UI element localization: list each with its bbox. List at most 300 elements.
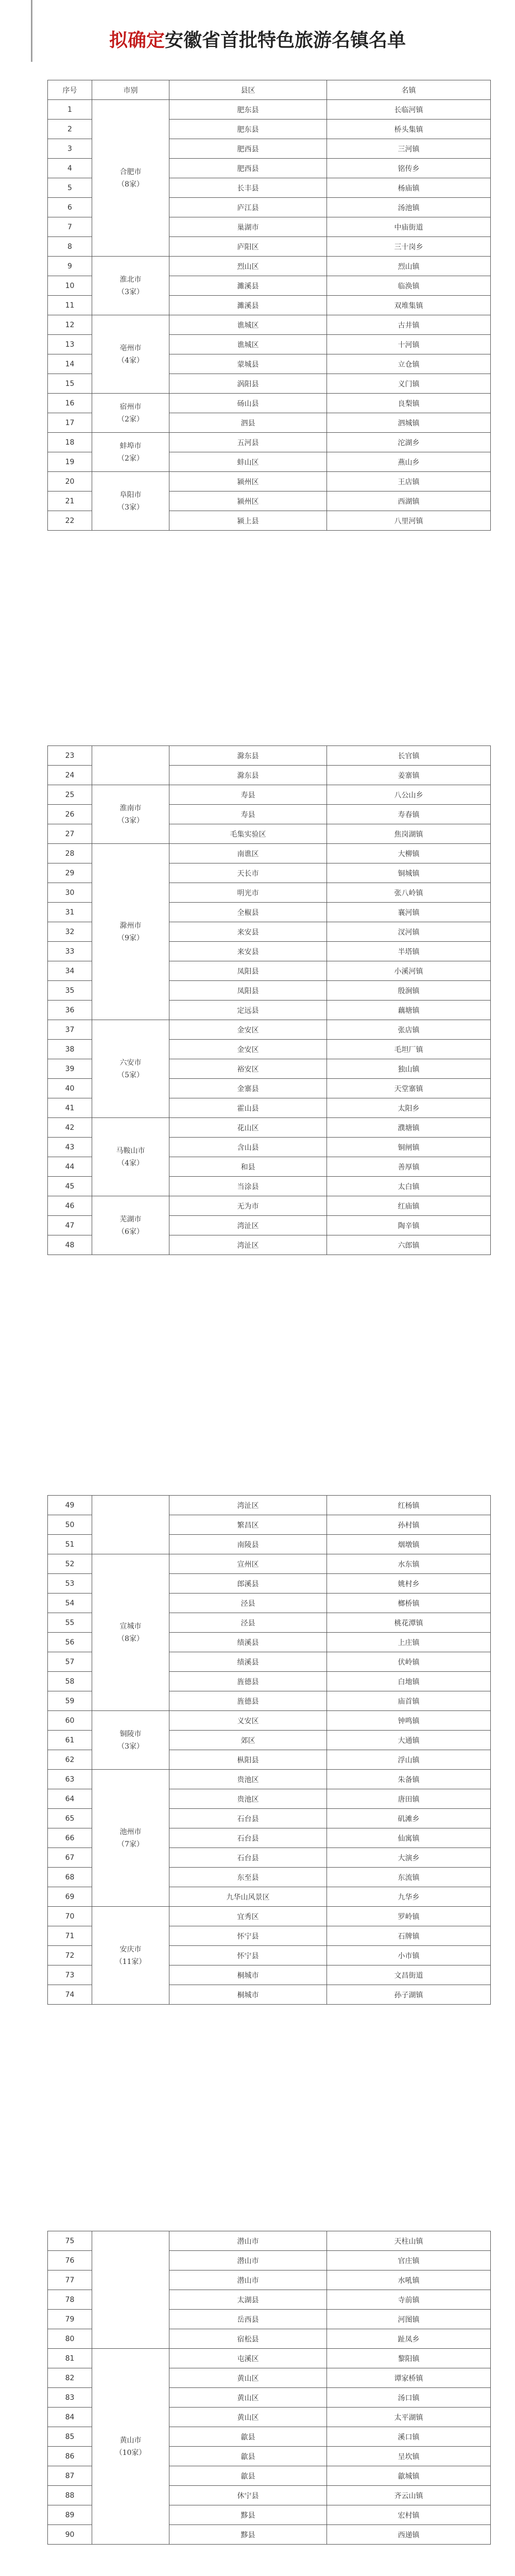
county-cell: 裕安区 xyxy=(169,1059,327,1079)
county-cell: 宜秀区 xyxy=(169,1907,327,1926)
town-cell: 官庄镇 xyxy=(327,2251,491,2270)
city-name: 宿州市 xyxy=(119,402,142,411)
town-cell: 铭传乡 xyxy=(327,159,491,178)
row-number: 69 xyxy=(48,1887,92,1907)
table-row xyxy=(48,2231,491,2251)
town-table-part-4 xyxy=(47,2231,491,2545)
row-number: 84 xyxy=(48,2408,92,2427)
row-number: 42 xyxy=(48,1118,92,1138)
town-cell: 殷涧镇 xyxy=(327,981,491,1001)
row-number: 57 xyxy=(48,1652,92,1672)
county-cell: 肥西县 xyxy=(169,159,327,178)
county-cell: 霍山县 xyxy=(169,1098,327,1118)
city-count: （5家） xyxy=(117,1071,144,1079)
row-number: 18 xyxy=(48,433,92,452)
town-cell: 矶滩乡 xyxy=(327,1809,491,1828)
city-name: 铜陵市 xyxy=(119,1730,142,1738)
town-cell: 铜闸镇 xyxy=(327,1138,491,1157)
table-row xyxy=(48,472,491,492)
row-number: 50 xyxy=(48,1515,92,1535)
row-number: 88 xyxy=(48,2486,92,2505)
county-cell: 旌德县 xyxy=(169,1672,327,1691)
town-cell: 西湖镇 xyxy=(327,492,491,511)
county-cell: 潜山市 xyxy=(169,2251,327,2270)
town-cell: 孙子湖镇 xyxy=(327,1985,491,2005)
row-number: 82 xyxy=(48,2368,92,2388)
row-number: 53 xyxy=(48,1574,92,1594)
row-number: 26 xyxy=(48,805,92,824)
town-cell: 大演乡 xyxy=(327,1848,491,1868)
row-number: 25 xyxy=(48,785,92,805)
table-row xyxy=(48,315,491,335)
row-number: 61 xyxy=(48,1731,92,1750)
town-cell: 六郎镇 xyxy=(327,1235,491,1255)
row-number: 72 xyxy=(48,1946,92,1965)
town-cell: 张店镇 xyxy=(327,1020,491,1040)
city-count: （4家） xyxy=(117,1159,144,1167)
title-main: 安徽省首批特色旅游名镇名单 xyxy=(165,29,406,51)
table-row xyxy=(48,1554,491,1574)
town-cell: 义门镇 xyxy=(327,374,491,394)
row-number: 8 xyxy=(48,237,92,257)
town-cell: 仙寓镇 xyxy=(327,1828,491,1848)
county-cell: 凤阳县 xyxy=(169,961,327,981)
city-cell xyxy=(92,1554,169,1711)
county-cell: 岳西县 xyxy=(169,2310,327,2329)
row-number: 76 xyxy=(48,2251,92,2270)
row-number: 43 xyxy=(48,1138,92,1157)
town-cell: 三河镇 xyxy=(327,139,491,159)
row-number: 29 xyxy=(48,863,92,883)
county-cell: 来安县 xyxy=(169,942,327,961)
city-count: （2家） xyxy=(117,454,144,463)
row-number: 28 xyxy=(48,844,92,863)
town-cell: 太白镇 xyxy=(327,1177,491,1196)
city-cell xyxy=(92,100,169,257)
county-cell: 砀山县 xyxy=(169,394,327,413)
city-count: （3家） xyxy=(117,503,144,512)
table-row xyxy=(48,100,491,120)
county-cell: 庐江县 xyxy=(169,198,327,217)
row-number: 20 xyxy=(48,472,92,492)
county-cell: 石台县 xyxy=(169,1828,327,1848)
row-number: 31 xyxy=(48,903,92,922)
county-cell: 南陵县 xyxy=(169,1535,327,1554)
city-cell xyxy=(92,1118,169,1196)
county-cell: 绩溪县 xyxy=(169,1652,327,1672)
row-number: 52 xyxy=(48,1554,92,1574)
title-highlight: 拟确定 xyxy=(109,29,165,51)
table-row xyxy=(48,1496,491,1515)
city-count: （11家） xyxy=(115,1957,146,1966)
table-row xyxy=(48,785,491,805)
town-cell: 水东镇 xyxy=(327,1554,491,1574)
town-cell: 谭家桥镇 xyxy=(327,2368,491,2388)
header-county: 县区 xyxy=(169,80,327,100)
row-number: 64 xyxy=(48,1789,92,1809)
city-cell xyxy=(92,1907,169,2005)
town-cell: 朱备镇 xyxy=(327,1770,491,1789)
town-cell: 焦岗湖镇 xyxy=(327,824,491,844)
county-cell: 石台县 xyxy=(169,1809,327,1828)
city-cell xyxy=(92,2231,169,2349)
town-cell: 大通镇 xyxy=(327,1731,491,1750)
row-number: 33 xyxy=(48,942,92,961)
county-cell: 金安区 xyxy=(169,1020,327,1040)
town-cell: 伏岭镇 xyxy=(327,1652,491,1672)
town-cell: 溪口镇 xyxy=(327,2427,491,2447)
table-row xyxy=(48,1020,491,1040)
city-cell xyxy=(92,746,169,785)
city-cell xyxy=(92,1020,169,1118)
town-cell: 东流镇 xyxy=(327,1868,491,1887)
city-count: （4家） xyxy=(117,356,144,365)
county-cell: 濉溪县 xyxy=(169,296,327,315)
row-number: 7 xyxy=(48,217,92,237)
county-cell: 颍上县 xyxy=(169,511,327,531)
county-cell: 颍州区 xyxy=(169,472,327,492)
town-cell: 太阳乡 xyxy=(327,1098,491,1118)
county-cell: 休宁县 xyxy=(169,2486,327,2505)
county-cell: 绩溪县 xyxy=(169,1633,327,1652)
row-number: 4 xyxy=(48,159,92,178)
town-cell: 中庙街道 xyxy=(327,217,491,237)
row-number: 34 xyxy=(48,961,92,981)
city-cell xyxy=(92,1770,169,1907)
town-cell: 烈山镇 xyxy=(327,257,491,276)
town-cell: 八公山乡 xyxy=(327,785,491,805)
city-name: 马鞍山市 xyxy=(116,1146,145,1155)
header-no: 序号 xyxy=(48,80,92,100)
town-cell: 烟墩镇 xyxy=(327,1535,491,1554)
page-title xyxy=(0,25,515,56)
row-number: 54 xyxy=(48,1594,92,1613)
row-number: 48 xyxy=(48,1235,92,1255)
town-cell: 唐田镇 xyxy=(327,1789,491,1809)
town-cell: 石牌镇 xyxy=(327,1926,491,1946)
county-cell: 肥东县 xyxy=(169,100,327,120)
county-cell: 五河县 xyxy=(169,433,327,452)
row-number: 21 xyxy=(48,492,92,511)
county-cell: 烈山区 xyxy=(169,257,327,276)
city-cell xyxy=(92,472,169,531)
city-cell xyxy=(92,785,169,844)
town-cell: 九华乡 xyxy=(327,1887,491,1907)
town-cell: 天柱山镇 xyxy=(327,2231,491,2251)
row-number: 40 xyxy=(48,1079,92,1098)
county-cell: 肥东县 xyxy=(169,120,327,139)
row-number: 14 xyxy=(48,354,92,374)
city-cell xyxy=(92,2349,169,2545)
county-cell: 潜山市 xyxy=(169,2270,327,2290)
county-cell: 凤阳县 xyxy=(169,981,327,1001)
row-number: 32 xyxy=(48,922,92,942)
county-cell: 巢湖市 xyxy=(169,217,327,237)
county-cell: 太湖县 xyxy=(169,2290,327,2310)
table-row xyxy=(48,844,491,863)
town-cell: 罗岭镇 xyxy=(327,1907,491,1926)
town-cell: 姜寨镇 xyxy=(327,766,491,785)
row-number: 19 xyxy=(48,452,92,472)
row-number: 13 xyxy=(48,335,92,354)
county-cell: 贵池区 xyxy=(169,1770,327,1789)
row-number: 17 xyxy=(48,413,92,433)
town-cell: 立仓镇 xyxy=(327,354,491,374)
county-cell: 枞阳县 xyxy=(169,1750,327,1770)
row-number: 1 xyxy=(48,100,92,120)
county-cell: 旌德县 xyxy=(169,1691,327,1711)
county-cell: 庐阳区 xyxy=(169,237,327,257)
county-cell: 濉溪县 xyxy=(169,276,327,296)
city-count: （8家） xyxy=(117,1634,144,1643)
row-number: 89 xyxy=(48,2505,92,2525)
county-cell: 繁昌区 xyxy=(169,1515,327,1535)
county-cell: 屯溪区 xyxy=(169,2349,327,2368)
row-number: 70 xyxy=(48,1907,92,1926)
county-cell: 东至县 xyxy=(169,1868,327,1887)
city-name: 池州市 xyxy=(119,1827,142,1836)
table-row xyxy=(48,1196,491,1216)
county-cell: 含山县 xyxy=(169,1138,327,1157)
row-number: 83 xyxy=(48,2388,92,2408)
row-number: 16 xyxy=(48,394,92,413)
town-cell: 藕塘镇 xyxy=(327,1001,491,1020)
row-number: 60 xyxy=(48,1711,92,1731)
county-cell: 花山区 xyxy=(169,1118,327,1138)
town-cell: 濮塘镇 xyxy=(327,1118,491,1138)
town-cell: 燕山乡 xyxy=(327,452,491,472)
county-cell: 谯城区 xyxy=(169,335,327,354)
table-row xyxy=(48,2349,491,2368)
town-table-part-3 xyxy=(47,1495,491,2005)
town-cell: 天堂寨镇 xyxy=(327,1079,491,1098)
row-number: 27 xyxy=(48,824,92,844)
town-cell: 毛坦厂镇 xyxy=(327,1040,491,1059)
county-cell: 郎溪县 xyxy=(169,1574,327,1594)
table-row xyxy=(48,1711,491,1731)
row-number: 78 xyxy=(48,2290,92,2310)
town-cell: 桃花潭镇 xyxy=(327,1613,491,1633)
town-cell: 良梨镇 xyxy=(327,394,491,413)
city-count: （2家） xyxy=(117,415,144,423)
row-number: 3 xyxy=(48,139,92,159)
city-cell xyxy=(92,394,169,433)
county-cell: 湾沚区 xyxy=(169,1216,327,1235)
town-cell: 三十岗乡 xyxy=(327,237,491,257)
row-number: 58 xyxy=(48,1672,92,1691)
town-cell: 姚村乡 xyxy=(327,1574,491,1594)
row-number: 39 xyxy=(48,1059,92,1079)
row-number: 2 xyxy=(48,120,92,139)
town-cell: 十河镇 xyxy=(327,335,491,354)
town-cell: 浮山镇 xyxy=(327,1750,491,1770)
county-cell: 颍州区 xyxy=(169,492,327,511)
row-number: 5 xyxy=(48,178,92,198)
town-cell: 善厚镇 xyxy=(327,1157,491,1177)
town-cell: 齐云山镇 xyxy=(327,2486,491,2505)
row-number: 47 xyxy=(48,1216,92,1235)
town-table-part-2 xyxy=(47,745,491,1255)
county-cell: 歙县 xyxy=(169,2427,327,2447)
county-cell: 黟县 xyxy=(169,2505,327,2525)
table-row xyxy=(48,257,491,276)
town-cell: 西递镇 xyxy=(327,2525,491,2545)
row-number: 71 xyxy=(48,1926,92,1946)
county-cell: 桐城市 xyxy=(169,1985,327,2005)
city-name: 阜阳市 xyxy=(119,490,142,499)
town-cell: 沱湖乡 xyxy=(327,433,491,452)
town-cell: 呈坎镇 xyxy=(327,2447,491,2466)
table-row xyxy=(48,1907,491,1926)
city-cell xyxy=(92,1711,169,1770)
city-name: 宣城市 xyxy=(119,1622,142,1631)
town-cell: 黎阳镇 xyxy=(327,2349,491,2368)
county-cell: 蒙城县 xyxy=(169,354,327,374)
row-number: 49 xyxy=(48,1496,92,1515)
county-cell: 天长市 xyxy=(169,863,327,883)
county-cell: 定远县 xyxy=(169,1001,327,1020)
city-name: 芜湖市 xyxy=(119,1215,142,1224)
row-number: 46 xyxy=(48,1196,92,1216)
row-number: 44 xyxy=(48,1157,92,1177)
city-count: （7家） xyxy=(117,1840,144,1849)
city-count: （3家） xyxy=(117,287,144,296)
county-cell: 桐城市 xyxy=(169,1965,327,1985)
county-cell: 毛集实验区 xyxy=(169,824,327,844)
town-cell: 上庄镇 xyxy=(327,1633,491,1652)
county-cell: 怀宁县 xyxy=(169,1926,327,1946)
table-row xyxy=(48,746,491,766)
row-number: 45 xyxy=(48,1177,92,1196)
county-cell: 南谯区 xyxy=(169,844,327,863)
row-number: 62 xyxy=(48,1750,92,1770)
row-number: 90 xyxy=(48,2525,92,2545)
row-number: 68 xyxy=(48,1868,92,1887)
town-cell: 歙城镇 xyxy=(327,2466,491,2486)
county-cell: 怀宁县 xyxy=(169,1946,327,1965)
town-cell: 长官镇 xyxy=(327,746,491,766)
table-row xyxy=(48,1770,491,1789)
county-cell: 宿松县 xyxy=(169,2329,327,2349)
city-count: （3家） xyxy=(117,1742,144,1751)
county-cell: 歙县 xyxy=(169,2466,327,2486)
county-cell: 歙县 xyxy=(169,2447,327,2466)
row-number: 24 xyxy=(48,766,92,785)
row-number: 63 xyxy=(48,1770,92,1789)
row-number: 59 xyxy=(48,1691,92,1711)
row-number: 35 xyxy=(48,981,92,1001)
city-cell xyxy=(92,315,169,394)
town-cell: 长临河镇 xyxy=(327,100,491,120)
town-cell: 陶辛镇 xyxy=(327,1216,491,1235)
county-cell: 无为市 xyxy=(169,1196,327,1216)
city-cell xyxy=(92,257,169,315)
county-cell: 黟县 xyxy=(169,2525,327,2545)
town-cell: 泗城镇 xyxy=(327,413,491,433)
county-cell: 泾县 xyxy=(169,1613,327,1633)
county-cell: 黄山区 xyxy=(169,2408,327,2427)
row-number: 65 xyxy=(48,1809,92,1828)
row-number: 11 xyxy=(48,296,92,315)
city-count: （8家） xyxy=(117,180,144,189)
table-row xyxy=(48,1118,491,1138)
row-number: 9 xyxy=(48,257,92,276)
town-cell: 庙首镇 xyxy=(327,1691,491,1711)
county-cell: 寿县 xyxy=(169,805,327,824)
county-cell: 宣州区 xyxy=(169,1554,327,1574)
town-cell: 汤池镇 xyxy=(327,198,491,217)
county-cell: 长丰县 xyxy=(169,178,327,198)
city-name: 蚌埠市 xyxy=(119,442,142,450)
town-cell: 独山镇 xyxy=(327,1059,491,1079)
row-number: 51 xyxy=(48,1535,92,1554)
town-cell: 大柳镇 xyxy=(327,844,491,863)
town-cell: 双堆集镇 xyxy=(327,296,491,315)
row-number: 66 xyxy=(48,1828,92,1848)
city-name: 淮南市 xyxy=(119,804,142,812)
table-row xyxy=(48,433,491,452)
city-name: 滁州市 xyxy=(119,921,142,930)
county-cell: 谯城区 xyxy=(169,315,327,335)
town-cell: 临涣镇 xyxy=(327,276,491,296)
row-number: 56 xyxy=(48,1633,92,1652)
row-number: 41 xyxy=(48,1098,92,1118)
row-number: 37 xyxy=(48,1020,92,1040)
county-cell: 泗县 xyxy=(169,413,327,433)
row-number: 75 xyxy=(48,2231,92,2251)
town-cell: 小市镇 xyxy=(327,1946,491,1965)
town-cell: 汤口镇 xyxy=(327,2388,491,2408)
county-cell: 石台县 xyxy=(169,1848,327,1868)
town-table-part-1 xyxy=(47,80,491,531)
town-cell: 张八岭镇 xyxy=(327,883,491,903)
row-number: 10 xyxy=(48,276,92,296)
county-cell: 寿县 xyxy=(169,785,327,805)
town-cell: 八里河镇 xyxy=(327,511,491,531)
town-cell: 古井镇 xyxy=(327,315,491,335)
city-name: 黄山市 xyxy=(119,2436,142,2445)
row-number: 38 xyxy=(48,1040,92,1059)
table-row xyxy=(48,394,491,413)
town-cell: 榔桥镇 xyxy=(327,1594,491,1613)
county-cell: 潜山市 xyxy=(169,2231,327,2251)
city-count: （3家） xyxy=(117,816,144,825)
city-count: （6家） xyxy=(117,1227,144,1236)
county-cell: 全椒县 xyxy=(169,903,327,922)
town-cell: 白地镇 xyxy=(327,1672,491,1691)
county-cell: 黄山区 xyxy=(169,2388,327,2408)
row-number: 73 xyxy=(48,1965,92,1985)
row-number: 55 xyxy=(48,1613,92,1633)
row-number: 12 xyxy=(48,315,92,335)
city-cell xyxy=(92,1196,169,1255)
town-cell: 钟鸣镇 xyxy=(327,1711,491,1731)
table-header-row xyxy=(48,80,491,100)
header-city: 市别 xyxy=(92,80,169,100)
town-cell: 太平湖镇 xyxy=(327,2408,491,2427)
row-number: 36 xyxy=(48,1001,92,1020)
town-cell: 孙村镇 xyxy=(327,1515,491,1535)
row-number: 6 xyxy=(48,198,92,217)
row-number: 74 xyxy=(48,1985,92,2005)
county-cell: 金安区 xyxy=(169,1040,327,1059)
town-cell: 河图镇 xyxy=(327,2310,491,2329)
city-name: 淮北市 xyxy=(119,275,142,284)
town-cell: 半塔镇 xyxy=(327,942,491,961)
town-cell: 寺前镇 xyxy=(327,2290,491,2310)
county-cell: 义安区 xyxy=(169,1711,327,1731)
town-cell: 红庙镇 xyxy=(327,1196,491,1216)
